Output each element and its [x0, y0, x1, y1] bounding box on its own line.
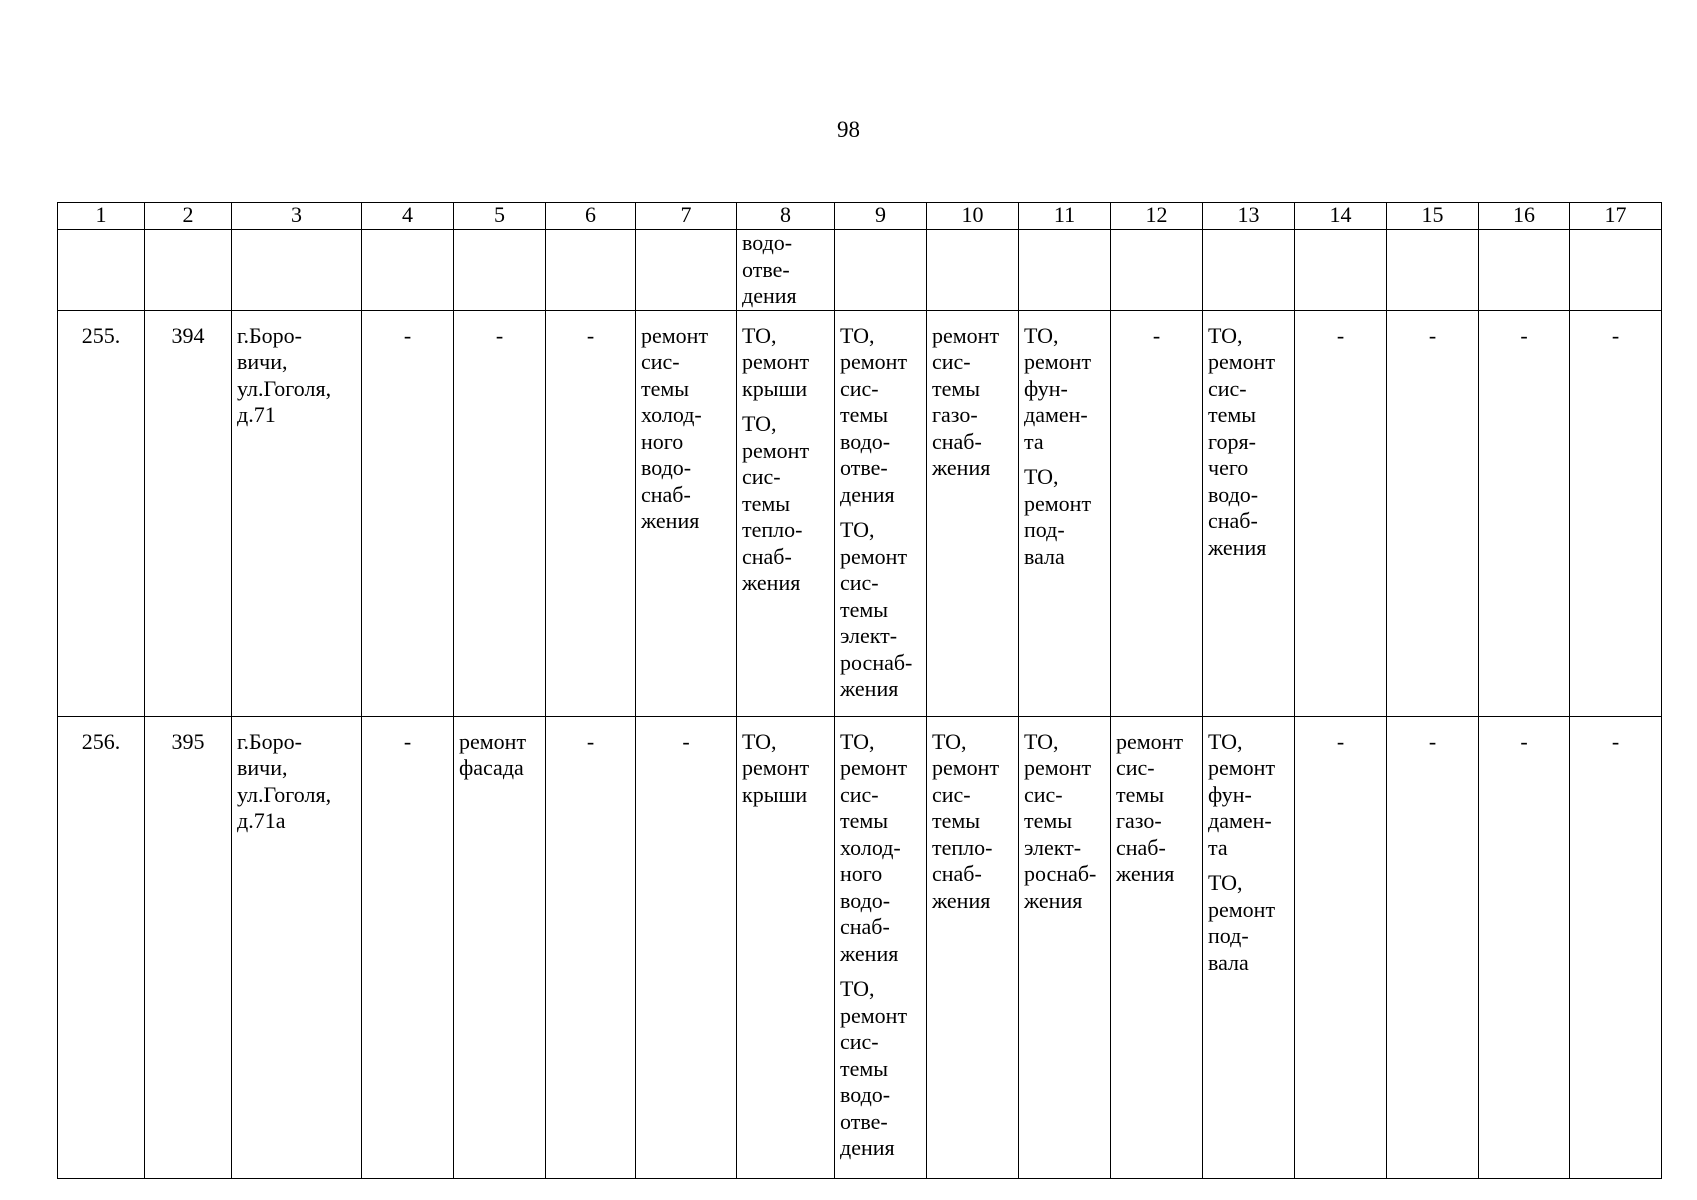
cell-line: водо-	[742, 230, 793, 255]
table-cell	[927, 310, 1019, 716]
cell-line: ТО,	[1024, 322, 1059, 348]
cell-line: ТО,	[840, 976, 875, 1001]
cell-text	[1208, 729, 1294, 862]
cell-line: темы	[840, 402, 889, 427]
cell-line: фун-	[1208, 781, 1252, 807]
cell-line: ремонт	[1208, 349, 1276, 374]
table-cell	[1019, 716, 1111, 1178]
cell-line: ТО,	[1208, 728, 1243, 754]
table-cell	[636, 230, 737, 311]
cell-line: ремонт	[1116, 728, 1184, 754]
cell-line: крыши	[742, 375, 808, 401]
cell-line: сис-	[932, 781, 971, 807]
cell-line: холод-	[840, 834, 901, 860]
cell-line: водо-	[1208, 481, 1259, 507]
cell-line: темы	[1024, 808, 1073, 833]
cell-text	[742, 323, 834, 403]
cell-line: роснаб-	[1024, 861, 1097, 886]
table-cell: -	[454, 310, 546, 716]
table-cell	[1570, 230, 1662, 311]
cell-line: ного	[641, 428, 684, 454]
cell-line: ТО,	[742, 322, 777, 348]
cell-line: сис-	[1208, 375, 1247, 401]
cell-line: тепло-	[932, 834, 993, 860]
cell-line: ремонт	[840, 349, 908, 374]
cell-line: фун-	[1024, 375, 1068, 401]
cell-line: вала	[1024, 543, 1065, 569]
column-number: 17	[1570, 203, 1662, 230]
cell-line: ремонт	[1024, 755, 1092, 780]
cell-line: ТО,	[932, 728, 967, 754]
cell-line: снаб-	[742, 543, 792, 569]
cell-line: д.71	[237, 402, 276, 427]
table-cell	[835, 716, 927, 1178]
table-cell: -	[546, 716, 636, 1178]
cell-line: ремонт	[742, 755, 810, 780]
cell-line: сис-	[840, 781, 879, 807]
cell-line: ул.Гоголя,	[237, 375, 332, 401]
cell-line: сис-	[840, 1029, 879, 1054]
column-number: 7	[636, 203, 737, 230]
cell-line: сис-	[840, 375, 879, 401]
cell-line: ремонт	[459, 728, 527, 754]
table-cell	[835, 230, 927, 311]
cell-line: темы	[840, 1055, 889, 1081]
table-cell: -	[1387, 310, 1479, 716]
cell-line: ТО,	[840, 322, 875, 348]
cell-line: жения	[1208, 534, 1267, 560]
cell-text	[1208, 870, 1294, 976]
table-cell	[927, 716, 1019, 1178]
cell-line: вичи,	[237, 349, 288, 374]
cell-line: ТО,	[742, 728, 777, 754]
cell-line: ТО,	[1024, 464, 1059, 489]
cell-line: ремонт	[742, 349, 810, 374]
cell-line: снаб-	[641, 481, 691, 507]
cell-line: снаб-	[1208, 508, 1258, 533]
row-number: 255.	[58, 310, 145, 716]
table-cell: -	[1570, 716, 1662, 1178]
cell-line: ремонт	[840, 1002, 908, 1028]
cell-line: сис-	[1116, 755, 1155, 780]
table-cell: -	[1295, 716, 1387, 1178]
object-code: 394	[145, 310, 232, 716]
cell-line: ТО,	[1024, 728, 1059, 754]
cell-line: дамен-	[1024, 402, 1088, 427]
table-cell	[58, 230, 145, 311]
table-cell: -	[1479, 310, 1570, 716]
cell-line: темы	[932, 375, 981, 401]
cell-line: ТО,	[742, 411, 777, 436]
table-cell	[1295, 230, 1387, 311]
column-number: 16	[1479, 203, 1570, 230]
cell-line: ремонт	[641, 322, 709, 348]
cell-line: дения	[840, 481, 895, 507]
table-cell: -	[636, 716, 737, 1178]
cell-line: снаб-	[840, 914, 890, 939]
cell-line: ремонт	[1024, 490, 1092, 516]
address-text	[237, 729, 361, 835]
cell-line: ТО,	[840, 517, 875, 542]
cell-line: ремонт	[840, 755, 908, 780]
cell-line: горя-	[1208, 428, 1256, 454]
cell-line: сис-	[1024, 781, 1063, 807]
table-cell	[835, 310, 927, 716]
cell-line: фасада	[459, 755, 524, 780]
table-cell	[1203, 310, 1295, 716]
column-number: 6	[546, 203, 636, 230]
cell-text	[1024, 729, 1110, 915]
table-cell	[1111, 716, 1203, 1178]
cell-line: темы	[742, 490, 791, 516]
table-cell	[454, 230, 546, 311]
table-cell	[1111, 230, 1203, 311]
cell-line: д.71а	[237, 808, 286, 833]
table-cell	[546, 230, 636, 311]
cell-text	[742, 230, 834, 310]
table-cell: -	[1479, 716, 1570, 1178]
cell-line: сис-	[932, 349, 971, 374]
table-cell: -	[362, 310, 454, 716]
cell-line: дамен-	[1208, 808, 1272, 833]
table-row	[58, 310, 1662, 716]
cell-line: г.Боро-	[237, 728, 303, 754]
table-cell	[362, 230, 454, 311]
address-cell	[232, 716, 362, 1178]
table-cell: -	[362, 716, 454, 1178]
column-number: 4	[362, 203, 454, 230]
cell-line: отве-	[840, 455, 888, 480]
cell-line: вала	[1208, 949, 1249, 975]
table-cell: -	[1295, 310, 1387, 716]
column-number: 14	[1295, 203, 1387, 230]
cell-line: ул.Гоголя,	[237, 781, 332, 807]
cell-line: ТО,	[1208, 870, 1243, 895]
cell-text	[932, 729, 1018, 915]
cell-line: жения	[932, 887, 991, 913]
table-cell	[927, 230, 1019, 311]
cell-line: сис-	[840, 570, 879, 595]
cell-line: ремонт	[932, 322, 1000, 348]
table-cell	[1203, 230, 1295, 311]
cell-line: отве-	[840, 1108, 888, 1134]
cell-line: водо-	[840, 1082, 891, 1107]
cell-line: под-	[1024, 517, 1065, 542]
column-number: 12	[1111, 203, 1203, 230]
cell-text	[932, 323, 1018, 482]
cell-line: жения	[840, 676, 899, 701]
cell-line: снаб-	[932, 428, 982, 454]
cell-text	[840, 517, 926, 703]
cell-line: темы	[1116, 781, 1165, 807]
cell-line: жения	[1116, 861, 1175, 886]
table-cell	[1019, 310, 1111, 716]
table-cell	[737, 310, 835, 716]
table-cell: -	[1570, 310, 1662, 716]
cell-text	[459, 729, 545, 782]
continuation-row	[58, 230, 1662, 311]
cell-line: холод-	[641, 402, 702, 427]
address-cell	[232, 310, 362, 716]
cell-line: сис-	[641, 349, 680, 374]
column-number: 11	[1019, 203, 1111, 230]
cell-line: дения	[742, 283, 797, 308]
cell-line: жения	[742, 570, 801, 595]
cell-line: ремонт	[932, 755, 1000, 780]
table-row	[58, 716, 1662, 1178]
cell-text	[1208, 323, 1294, 562]
cell-line: ремонт	[1024, 349, 1092, 374]
cell-line: дения	[840, 1135, 895, 1160]
column-number: 8	[737, 203, 835, 230]
cell-line: та	[1024, 428, 1044, 454]
cell-text	[641, 323, 736, 535]
table-cell	[232, 230, 362, 311]
cell-line: ремонт	[742, 437, 810, 463]
cell-line: ремонт	[1208, 896, 1276, 922]
column-number: 5	[454, 203, 546, 230]
cell-line: водо-	[641, 455, 692, 480]
cell-line: снаб-	[1116, 834, 1166, 860]
cell-line: темы	[1208, 402, 1257, 427]
object-code: 395	[145, 716, 232, 1178]
table-cell	[1019, 230, 1111, 311]
cell-line: газо-	[1116, 808, 1162, 833]
cell-line: ремонт	[840, 543, 908, 569]
column-number: 15	[1387, 203, 1479, 230]
table-cell	[145, 230, 232, 311]
cell-line: жения	[840, 940, 899, 966]
column-number: 10	[927, 203, 1019, 230]
cell-line: чего	[1208, 455, 1249, 480]
cell-text	[840, 976, 926, 1162]
cell-line: темы	[840, 808, 889, 833]
table-cell	[1387, 230, 1479, 311]
cell-text	[1024, 323, 1110, 456]
row-number: 256.	[58, 716, 145, 1178]
cell-text	[1116, 729, 1202, 888]
column-number: 1	[58, 203, 145, 230]
cell-line: роснаб-	[840, 649, 913, 675]
table-cell	[737, 230, 835, 311]
cell-line: вичи,	[237, 755, 288, 780]
cell-line: водо-	[840, 887, 891, 913]
column-number: 9	[835, 203, 927, 230]
page-number: 98	[837, 117, 860, 142]
cell-line: жения	[641, 508, 700, 533]
cell-line: та	[1208, 834, 1228, 860]
cell-line: темы	[932, 808, 981, 833]
cell-line: водо-	[840, 428, 891, 454]
cell-text	[742, 411, 834, 597]
table-cell	[737, 716, 835, 1178]
column-number-row	[58, 203, 1662, 230]
column-number: 13	[1203, 203, 1295, 230]
cell-line: газо-	[932, 402, 978, 427]
cell-line: сис-	[742, 464, 781, 489]
table-cell: -	[546, 310, 636, 716]
cell-line: снаб-	[932, 861, 982, 886]
table-cell	[1203, 716, 1295, 1178]
cell-line: темы	[641, 375, 690, 401]
cell-line: жения	[1024, 887, 1083, 913]
cell-line: элект-	[840, 623, 898, 648]
cell-line: под-	[1208, 923, 1249, 948]
address-text	[237, 323, 361, 429]
column-number: 3	[232, 203, 362, 230]
cell-line: ремонт	[1208, 755, 1276, 780]
cell-line: элект-	[1024, 834, 1082, 860]
cell-text	[742, 729, 834, 809]
cell-line: г.Боро-	[237, 322, 303, 348]
cell-line: крыши	[742, 781, 808, 807]
cell-text	[840, 729, 926, 968]
table-cell	[1479, 230, 1570, 311]
cell-line: ТО,	[1208, 322, 1243, 348]
cell-text	[1024, 464, 1110, 570]
cell-line: темы	[840, 596, 889, 622]
cell-line: ТО,	[840, 728, 875, 754]
data-table	[57, 202, 1662, 1179]
cell-line: отве-	[742, 256, 790, 282]
table-cell	[636, 310, 737, 716]
cell-line: жения	[932, 455, 991, 480]
table-cell: -	[1111, 310, 1203, 716]
cell-text	[840, 323, 926, 509]
cell-line: ного	[840, 861, 883, 886]
table-cell: -	[1387, 716, 1479, 1178]
column-number: 2	[145, 203, 232, 230]
cell-line: тепло-	[742, 517, 803, 542]
table-cell	[454, 716, 546, 1178]
